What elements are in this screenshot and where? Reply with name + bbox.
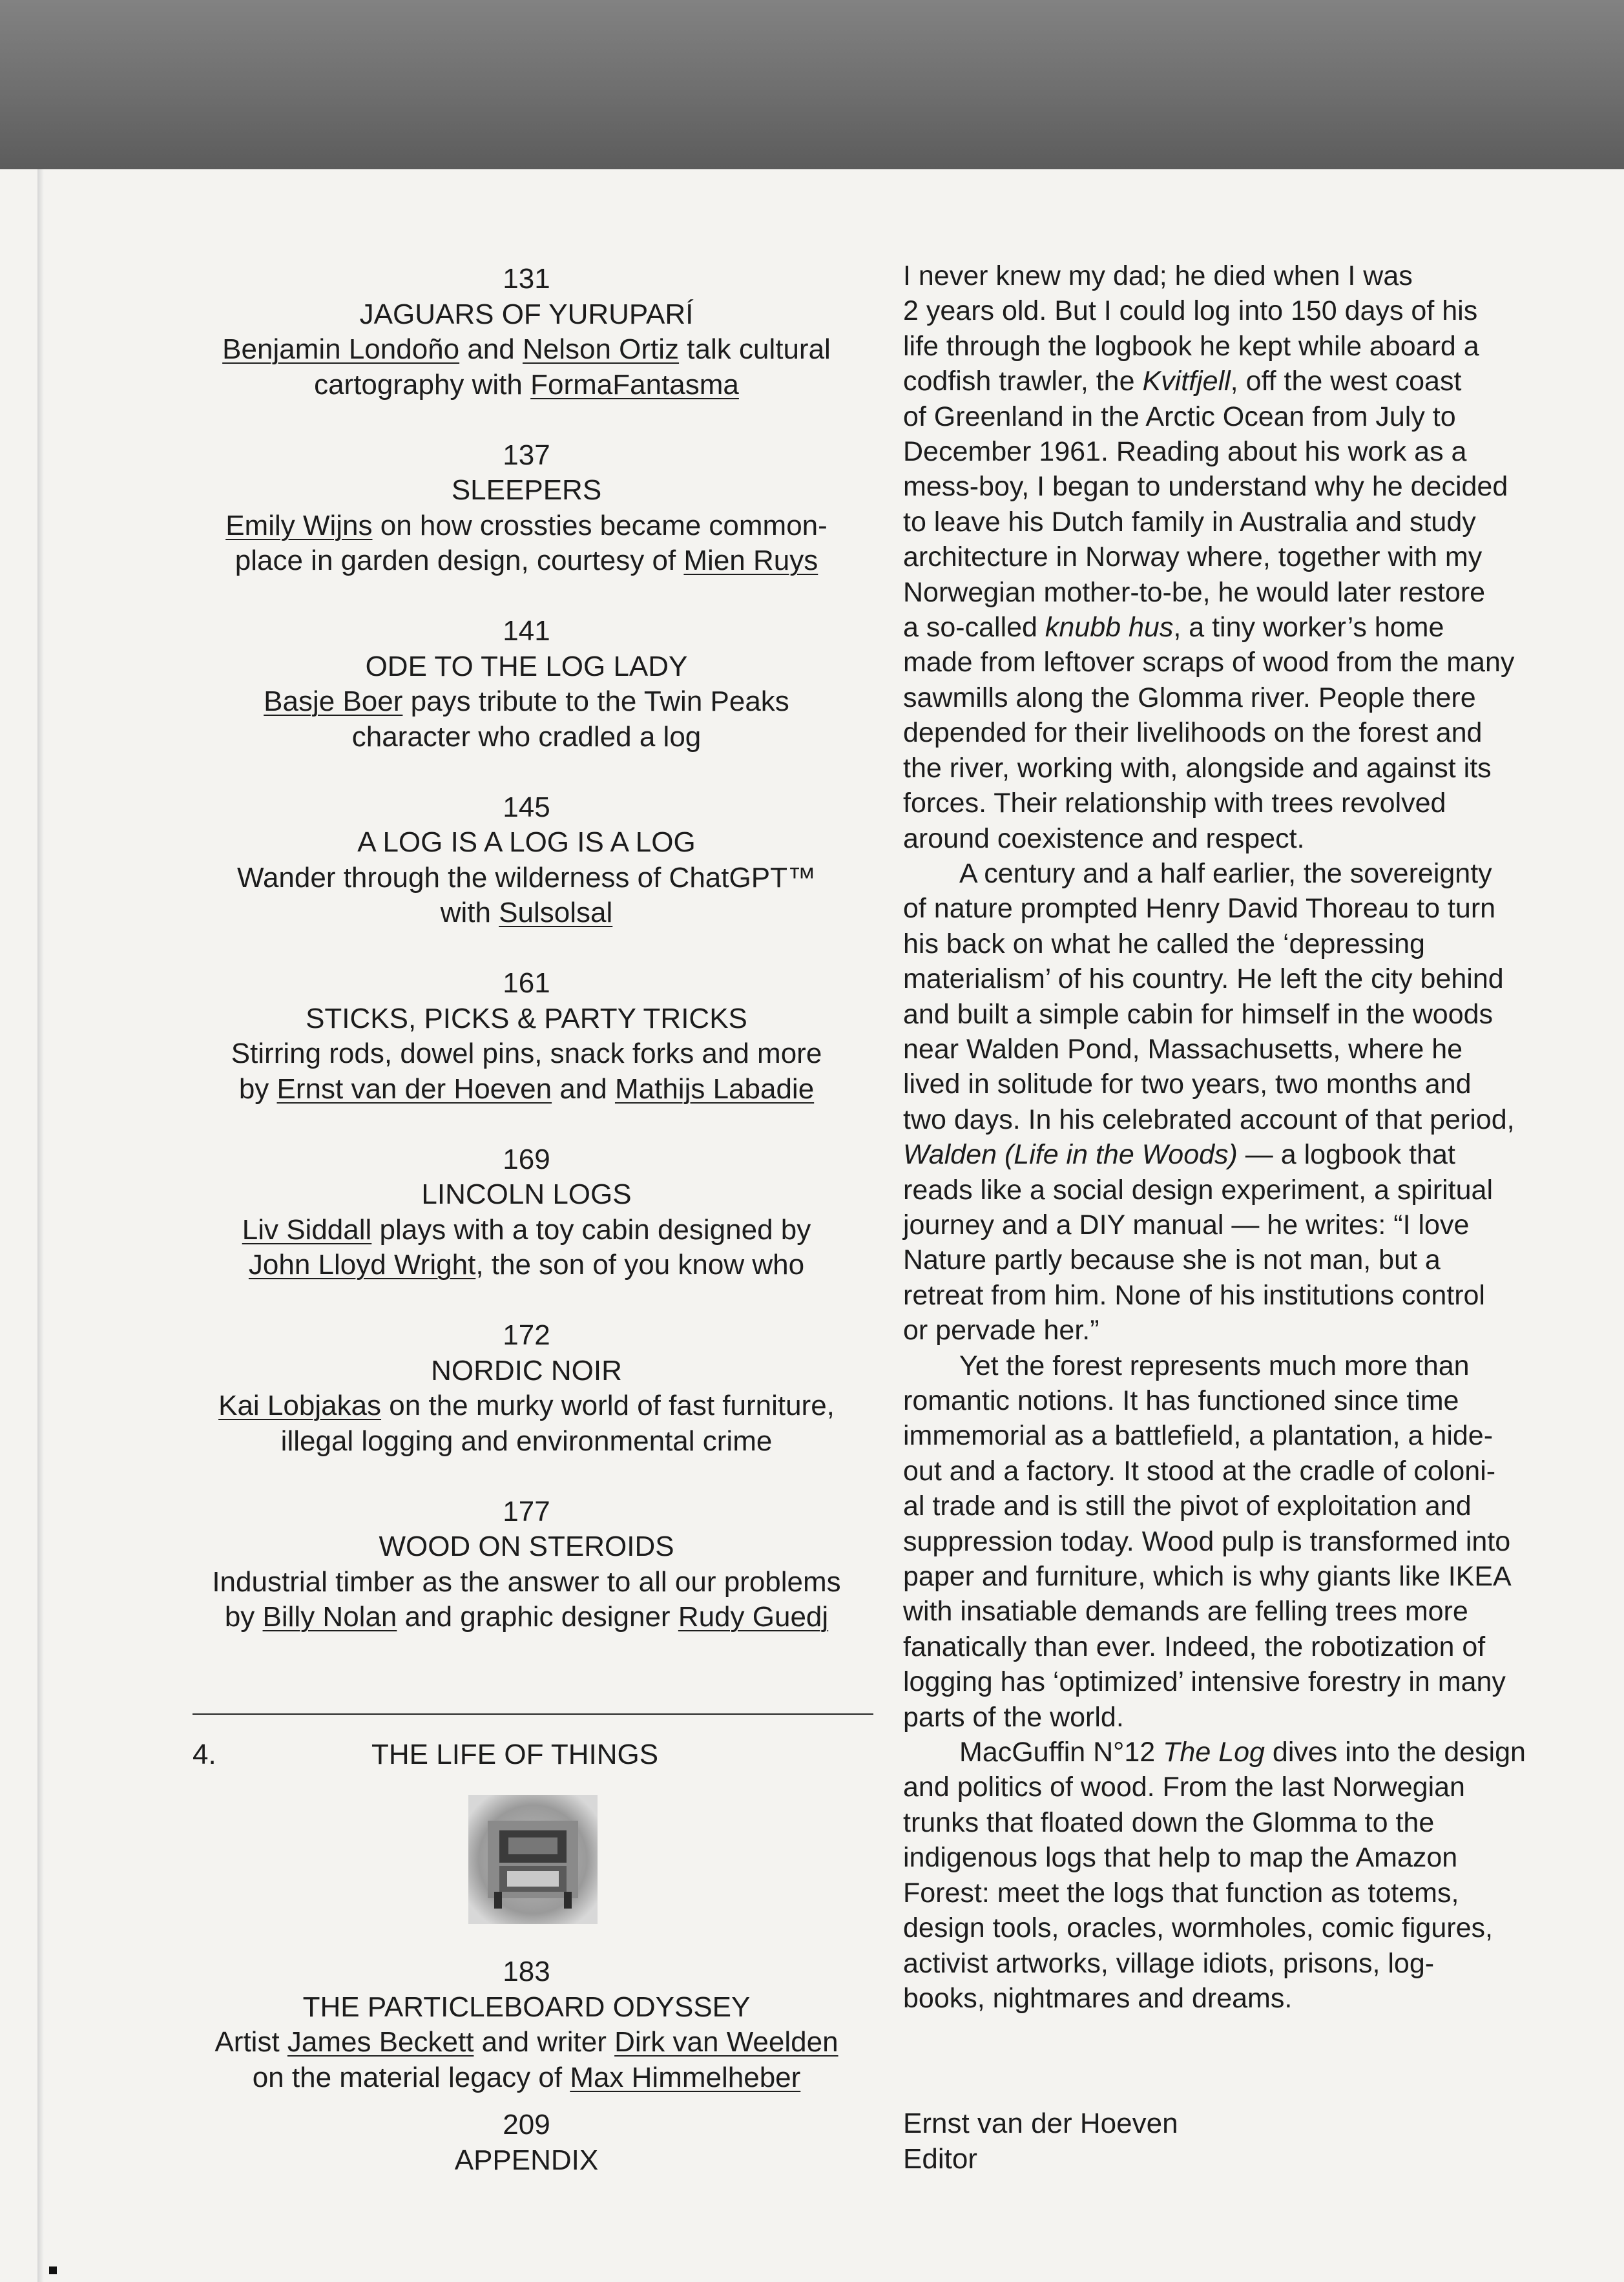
text-segment: parts of the world.	[903, 1701, 1124, 1733]
editorial-paragraph	[903, 1735, 1588, 2016]
text-segment: al trade and is still the pivot of exploitation and	[903, 1491, 1472, 1522]
toc-entry-page: 209	[503, 2109, 550, 2141]
editorial-line	[903, 961, 1588, 996]
editorial-line	[903, 1242, 1588, 1277]
text-segment: Stirring rods, dowel pins, snack forks and more	[231, 1038, 822, 1069]
contributor-link[interactable]: Emily Wijns	[225, 509, 373, 541]
toc-entry-page: 169	[503, 1143, 550, 1175]
text-segment: , off the west coast	[1230, 366, 1462, 397]
toc-entry	[178, 1318, 875, 1459]
section-divider	[193, 1713, 873, 1715]
text-segment: talk cultural	[679, 333, 831, 365]
text-segment: Nature partly because she is not man, but a	[903, 1244, 1441, 1276]
editorial-line	[903, 293, 1588, 328]
toc-entry-description-line	[178, 2025, 875, 2060]
contributor-link[interactable]: Kai Lobjakas	[218, 1390, 382, 1421]
text-segment: plays with a toy cabin designed by	[371, 1213, 811, 1246]
editorial-line	[903, 1418, 1588, 1453]
editorial-line	[903, 645, 1588, 680]
text-segment: December 1961. Reading about his work as a	[903, 436, 1467, 468]
editorial-line	[903, 1348, 1588, 1383]
toc-entry-description-line	[178, 368, 875, 403]
section-title: THE LIFE OF THINGS	[371, 1739, 659, 1770]
text-segment: fanatically than ever. Indeed, the robotization of	[903, 1631, 1486, 1662]
toc-entry-description-line	[178, 684, 875, 720]
toc-entry-description-line	[178, 1072, 875, 1107]
editorial-line	[903, 1910, 1588, 1945]
editorial-line	[903, 715, 1588, 750]
toc-entry-description-line	[178, 543, 875, 579]
text-segment: , the son of you know who	[475, 1249, 805, 1281]
contributor-link[interactable]: Benjamin Londoño	[222, 333, 460, 365]
text-segment: on how crossties became common-	[372, 509, 828, 541]
editorial-line	[903, 1137, 1588, 1172]
text-segment: activist artworks, village idiots, prisons, log-	[903, 1947, 1435, 1979]
contributor-link[interactable]: John Lloyd Wright	[248, 1249, 476, 1281]
text-segment: made from leftover scraps of wood from the many	[903, 647, 1515, 678]
toc-appendix	[178, 2108, 875, 2178]
editorial-line	[903, 926, 1588, 961]
contributor-link[interactable]: Liv Siddall	[242, 1213, 372, 1246]
contributor-link[interactable]: Billy Nolan	[262, 1601, 397, 1633]
toc-entry-title: A LOG IS A LOG IS A LOG	[357, 826, 696, 858]
text-segment: 2 years old. But I could log into 150 days of his	[903, 295, 1478, 327]
text-segment: on the murky world of fast furniture,	[381, 1390, 835, 1421]
editorial-line	[903, 364, 1588, 399]
contributor-link[interactable]: Sulsolsal	[499, 897, 613, 928]
text-segment: lived in solitude for two years, two months and	[903, 1069, 1472, 1100]
editorial-line	[903, 1102, 1588, 1137]
text-segment: architecture in Norway where, together with my	[903, 541, 1483, 573]
text-segment: Norwegian mother-to-be, he would later restore	[903, 576, 1486, 608]
editorial-line	[903, 1700, 1588, 1735]
editorial-line	[903, 1594, 1588, 1629]
text-segment: with	[440, 897, 499, 928]
text-segment: life through the logbook he kept while aboard a	[903, 330, 1479, 362]
text-segment: romantic notions. It has functioned since time	[903, 1385, 1459, 1416]
editorial-line	[903, 610, 1588, 645]
toc-entry-page: 172	[503, 1319, 550, 1351]
contributor-link[interactable]: Rudy Guedj	[678, 1601, 829, 1633]
editorial-line	[903, 1067, 1588, 1102]
toc-entry-description-line	[178, 720, 875, 755]
editorial-text	[903, 258, 1588, 2016]
editorial-line	[903, 1524, 1588, 1559]
toc-entry-page: 131	[503, 263, 550, 295]
contributor-link[interactable]: Ernst van der Hoeven	[276, 1073, 552, 1105]
text-segment: and	[459, 333, 523, 365]
editorial-line	[903, 1313, 1588, 1348]
editorial-line	[903, 891, 1588, 926]
editor-name: Ernst van der Hoeven	[903, 2108, 1178, 2139]
text-segment: logging has ‘optimized’ intensive forestry in many	[903, 1666, 1506, 1698]
text-segment: and built a simple cabin for himself in the woods	[903, 998, 1494, 1030]
toc-entry-page: 137	[503, 439, 550, 471]
toc-entry	[178, 790, 875, 931]
text-segment: pays tribute to the Twin Peaks	[402, 686, 789, 717]
editorial-line	[903, 1278, 1588, 1313]
toc-entry-page: 141	[503, 615, 550, 647]
text-segment: mess-boy, I began to understand why he decided	[903, 471, 1508, 503]
editorial-line	[903, 821, 1588, 856]
text-segment: around coexistence and respect.	[903, 822, 1305, 854]
text-segment: forces. Their relationship with trees revolved	[903, 788, 1446, 819]
text-segment: of Greenland in the Arctic Ocean from July to	[903, 401, 1456, 432]
editorial-line	[903, 575, 1588, 610]
text-segment: books, nightmares and dreams.	[903, 1982, 1293, 2014]
text-segment: a so-called	[903, 612, 1045, 644]
scan-top-band	[0, 0, 1624, 169]
text-segment: design tools, oracles, wormholes, comic figures,	[903, 1912, 1493, 1944]
text-segment: immemorial as a battlefield, a plantation, a hide-	[903, 1420, 1494, 1452]
editor-signature	[903, 2106, 1178, 2177]
text-segment: the river, working with, alongside and against its	[903, 752, 1492, 784]
text-segment: sawmills along the Glomma river. People there	[903, 682, 1476, 713]
editorial-paragraph	[903, 1348, 1588, 1735]
text-segment: place in garden design, courtesy of	[234, 545, 684, 576]
italic-title: Walden (Life in the Woods)	[903, 1139, 1238, 1171]
editorial-line	[903, 1032, 1588, 1067]
toc-entry-title: ODE TO THE LOG LADY	[365, 650, 688, 682]
text-segment: Industrial timber as the answer to all our problems	[212, 1565, 841, 1598]
editorial-line	[903, 539, 1588, 574]
toc-entry-description-line	[178, 1388, 875, 1424]
editorial-line	[903, 856, 1588, 891]
contributor-link[interactable]: Basje Boer	[264, 686, 403, 717]
contributor-link[interactable]: Mathijs Labadie	[614, 1073, 815, 1105]
text-segment: and graphic designer	[397, 1601, 678, 1633]
text-segment: to leave his Dutch family in Australia and study	[903, 506, 1476, 538]
text-segment: Forest: meet the logs that function as totems,	[903, 1877, 1459, 1909]
italic-title: Kvitfjell	[1142, 366, 1231, 397]
text-segment: codfish trawler, the	[903, 366, 1143, 397]
editorial-paragraph	[903, 258, 1588, 856]
editorial-line	[903, 1383, 1588, 1418]
text-segment: suppression today. Wood pulp is transformed into	[903, 1525, 1511, 1557]
italic-title: knubb hus	[1045, 612, 1174, 644]
editorial-line	[903, 258, 1588, 293]
text-segment: on the material legacy of	[252, 2061, 570, 2093]
text-segment: , a tiny worker’s home	[1173, 612, 1444, 644]
editorial-line	[903, 505, 1588, 539]
editorial-line	[903, 1876, 1588, 1910]
text-segment: and writer	[474, 2026, 615, 2058]
text-segment: and	[552, 1073, 615, 1105]
text-segment: retreat from him. None of his institutions control	[903, 1279, 1485, 1311]
toc-entry-title: NORDIC NOIR	[431, 1354, 622, 1387]
text-segment: MacGuffin N°12	[959, 1737, 1163, 1768]
toc-entry-title: STICKS, PICKS & PARTY TRICKS	[306, 1002, 747, 1034]
toc-entry	[178, 1494, 875, 1635]
toc-entry-title: WOOD ON STEROIDS	[379, 1531, 674, 1562]
contributor-link[interactable]: Dirk van Weelden	[614, 2026, 838, 2058]
editorial-line	[903, 1629, 1588, 1664]
toc-entry-description-line	[178, 1248, 875, 1283]
editorial-line	[903, 1559, 1588, 1594]
text-segment: paper and furniture, which is why giants like IKEA	[903, 1561, 1512, 1593]
section-thumbnail-image	[468, 1795, 598, 1924]
toc-entry-description-line	[178, 508, 875, 544]
editorial-line	[903, 329, 1588, 364]
contributor-link[interactable]: Mien Ruys	[683, 545, 818, 576]
editorial-line	[903, 1805, 1588, 1840]
text-segment: or pervade her.”	[903, 1315, 1099, 1346]
editorial-line	[903, 1770, 1588, 1805]
toc-entry	[178, 262, 875, 403]
text-segment: I never knew my dad; he died when I was	[903, 260, 1413, 291]
contributor-link[interactable]: Nelson Ortiz	[522, 333, 680, 365]
editorial-line	[903, 1173, 1588, 1208]
toc-entry	[178, 438, 875, 579]
contributor-link[interactable]: Max Himmelheber	[570, 2061, 801, 2093]
text-segment: out and a factory. It stood at the cradle of coloni-	[903, 1455, 1496, 1487]
editor-role: Editor	[903, 2142, 977, 2175]
toc-entry-description-line	[178, 1600, 875, 1635]
toc-entry-description-line	[178, 1565, 875, 1600]
editorial-line	[903, 997, 1588, 1032]
toc-entry-description-line	[178, 861, 875, 896]
text-segment: depended for their livelihoods on the forest and	[903, 717, 1483, 749]
editorial-line	[903, 1454, 1588, 1489]
text-segment: and politics of wood. From the last Norwegian	[903, 1772, 1465, 1803]
contributor-link[interactable]: James Beckett	[287, 2026, 474, 2058]
text-segment: near Walden Pond, Massachusetts, where he	[903, 1033, 1463, 1065]
text-segment: two days. In his celebrated account of that period,	[903, 1104, 1515, 1135]
toc-entry-page: 145	[503, 791, 550, 823]
text-segment: illegal logging and environmental crime	[280, 1425, 773, 1457]
toc-entry-page: 161	[503, 967, 550, 999]
table-of-contents	[178, 262, 875, 1670]
editorial-line	[903, 751, 1588, 786]
toc-entry-page: 183	[503, 1956, 550, 1987]
editorial-line	[903, 1489, 1588, 1523]
editorial-line	[903, 1208, 1588, 1242]
editorial-line	[903, 434, 1588, 469]
text-segment: materialism’ of his country. He left the city behind	[903, 963, 1504, 995]
text-segment: trunks that floated down the Glomma to the	[903, 1806, 1435, 1838]
editorial-line	[903, 1840, 1588, 1875]
text-segment: dives into the design	[1264, 1737, 1526, 1768]
toc-entry-particleboard	[178, 1954, 875, 2095]
editorial-line	[903, 399, 1588, 434]
section-number: 4.	[193, 1739, 216, 1770]
toc-entry-description-line	[178, 1036, 875, 1072]
italic-title: The Log	[1163, 1737, 1265, 1768]
text-segment: by	[224, 1601, 263, 1633]
text-segment: Wander through the wilderness of ChatGPT™	[237, 861, 816, 894]
text-segment: cartography with	[314, 368, 531, 401]
text-segment: Yet the forest represents much more than	[959, 1350, 1470, 1381]
text-segment: — a logbook that	[1237, 1139, 1455, 1171]
editorial-line	[903, 1735, 1588, 1770]
toc-entry-title: LINCOLN LOGS	[421, 1178, 632, 1210]
text-segment: of nature prompted Henry David Thoreau to turn	[903, 893, 1496, 925]
toc-entry-description-line	[178, 332, 875, 368]
toc-entry	[178, 1142, 875, 1283]
toc-entry	[178, 614, 875, 755]
page-edge-shadow	[37, 169, 44, 2282]
toc-entry-description-line	[178, 895, 875, 931]
toc-entry-page: 177	[503, 1495, 550, 1527]
text-segment: with insatiable demands are felling trees more	[903, 1596, 1468, 1628]
editorial-line	[903, 1946, 1588, 1981]
text-segment: Artist	[214, 2026, 287, 2058]
editorial-line	[903, 680, 1588, 715]
toc-entry-title: JAGUARS OF YURUPARÍ	[359, 298, 694, 330]
text-segment: indigenous logs that help to map the Amazon	[903, 1842, 1458, 1874]
toc-entry-description-line	[178, 2060, 875, 2096]
text-segment: by	[238, 1073, 277, 1105]
toc-entry-title: THE PARTICLEBOARD ODYSSEY	[302, 1991, 751, 2023]
contributor-link[interactable]: FormaFantasma	[530, 368, 739, 401]
toc-entry-title: SLEEPERS	[451, 474, 602, 506]
toc-entry-title: APPENDIX	[454, 2144, 599, 2176]
editorial-line	[903, 1981, 1588, 2016]
text-segment: A century and a half earlier, the sovereignty	[959, 857, 1492, 889]
toc-entry-description-line	[178, 1424, 875, 1460]
text-segment: journey and a DIY manual — he writes: “I love	[903, 1209, 1470, 1240]
text-segment: his back on what he called the ‘depressing	[903, 928, 1425, 959]
text-segment: reads like a social design experiment, a spiritual	[903, 1174, 1494, 1206]
text-segment: character who cradled a log	[351, 720, 702, 753]
toc-entry-description-line	[178, 1213, 875, 1248]
toc-entry	[178, 966, 875, 1107]
editorial-line	[903, 469, 1588, 504]
editorial-line	[903, 1664, 1588, 1699]
margin-mark	[49, 2266, 57, 2274]
editorial-paragraph	[903, 856, 1588, 1348]
editorial-line	[903, 786, 1588, 821]
